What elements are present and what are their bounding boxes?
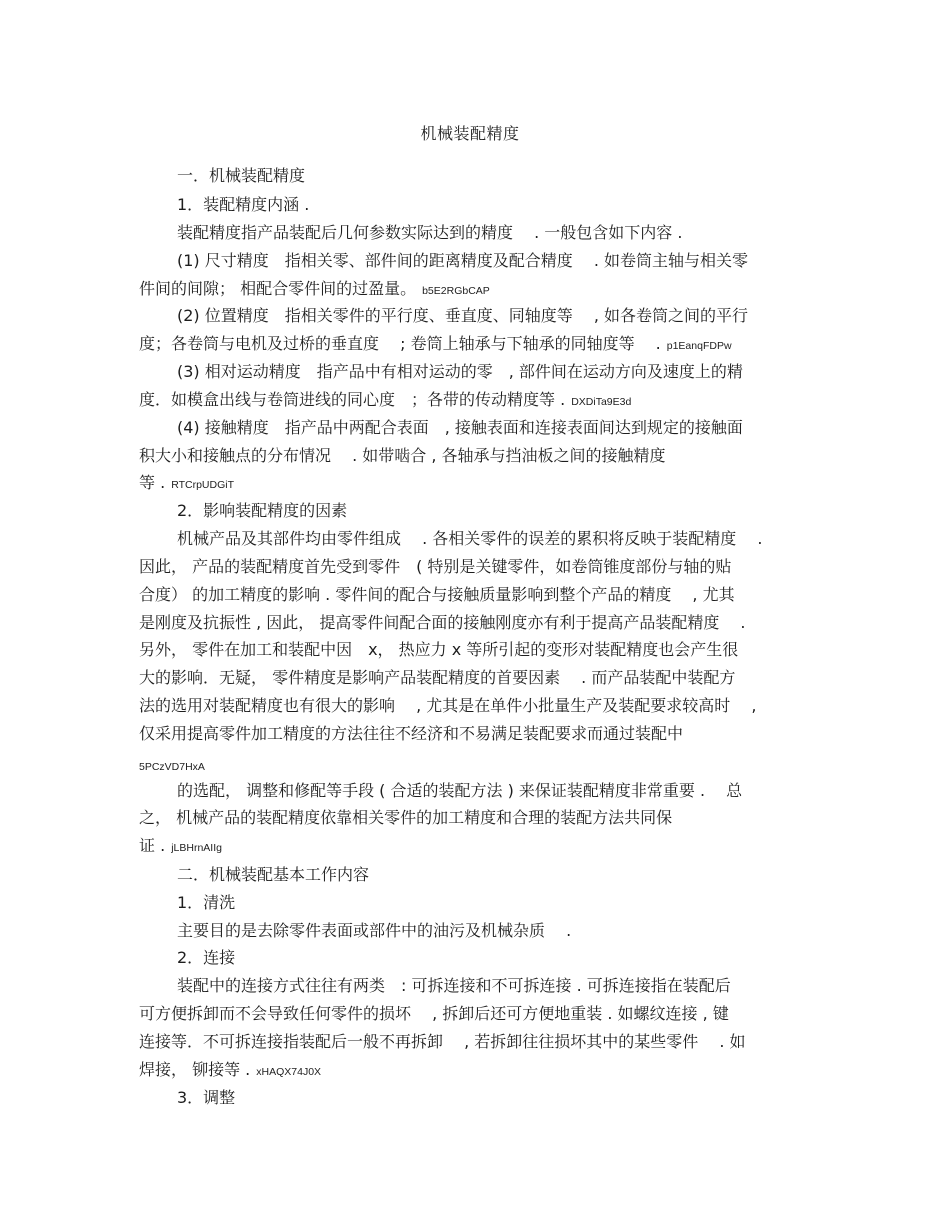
subsection-heading: 1．装配精度内涵 . — [177, 195, 310, 214]
watermark-code: jLBHrnAIIg — [171, 842, 222, 854]
paragraph-line: 连接等．不可拆连接指装配后一般不再拆卸 , 若拆卸往往损坏其中的某些零件 . 如 — [139, 1032, 746, 1051]
paragraph-line: 装配中的连接方式往往有两类 : 可拆连接和不可拆连接 . 可拆连接指在装配后 — [177, 976, 731, 995]
paragraph-line: 因此， 产品的装配精度首先受到零件 ( 特别是关键零件，如卷筒锥度部份与轴的贴 — [139, 557, 732, 576]
subsection-heading: 2．连接 — [177, 948, 236, 967]
paragraph-line: (3) 相对运动精度 指产品中有相对运动的零 , 部件间在运动方向及速度上的精 — [177, 362, 743, 381]
paragraph-line: 是刚度及抗振性 , 因此， 提高零件间配合面的接触刚度亦有利于提高产品装配精度 . — [139, 613, 746, 632]
paragraph-line: 可方便拆卸而不会导致任何零件的损坏 , 拆卸后还可方便地重装 . 如螺纹连接 , 键 — [139, 1004, 729, 1023]
paragraph-line: 法的选用对装配精度也有很大的影响 , 尤其是在单件小批量生产及装配要求较高时 , — [139, 696, 757, 715]
watermark-code: xHAQX74J0X — [256, 1066, 322, 1078]
paragraph-line: 装配精度指产品装配后几何参数实际达到的精度 . 一般包含如下内容 . — [177, 223, 683, 242]
paragraph-line: 等 . RTCrpUDGiT — [139, 473, 234, 492]
watermark-code: RTCrpUDGiT — [171, 479, 234, 491]
paragraph-line: (2) 位置精度 指相关零件的平行度、垂直度、同轴度等 , 如各卷筒之间的平行 — [177, 306, 749, 325]
subsection-heading: 3．调整 — [177, 1088, 236, 1107]
watermark-code: 5PCzVD7HxA — [139, 761, 205, 773]
watermark-code: p1EanqFDPw — [666, 340, 732, 352]
paragraph-line: 机械产品及其部件均由零件组成 . 各相关零件的误差的累积将反映于装配精度 . — [177, 529, 763, 548]
paragraph-line: 之， 机械产品的装配精度依靠相关零件的加工精度和合理的装配方法共同保 — [139, 808, 673, 827]
paragraph-line: 合度） 的加工精度的影响 . 零件间的配合与接触质量影响到整个产品的精度 , 尤其 — [139, 585, 735, 604]
watermark-code: DXDiTa9E3d — [571, 396, 632, 408]
paragraph-line: 积大小和接触点的分布情况 . 如带啮合 , 各轴承与挡油板之间的接触精度 — [139, 446, 666, 465]
section-heading-1: 一．机械装配精度 — [177, 166, 306, 185]
paragraph-line: (1) 尺寸精度 指相关零、部件间的距离精度及配合精度 . 如卷筒主轴与相关零 — [177, 251, 749, 270]
paragraph-line: 证 . jLBHrnAIIg — [139, 836, 222, 855]
subsection-heading: 2．影响装配精度的因素 — [177, 501, 348, 520]
section-heading-2: 二．机械装配基本工作内容 — [177, 865, 370, 884]
paragraph-line: 另外， 零件在加工和装配中因 x， 热应力 x 等所引起的变形对装配精度也会产生很 — [139, 640, 739, 659]
paragraph-line: 仅采用提高零件加工精度的方法往往不经济和不易满足装配要求而通过装配中 — [139, 724, 684, 743]
paragraph-line: (4) 接触精度 指产品中两配合表面 , 接触表面和连接表面间达到规定的接触面 — [177, 418, 743, 437]
watermark-code: b5E2RGbCAP — [422, 285, 490, 297]
subsection-heading: 1．清洗 — [177, 893, 236, 912]
paragraph-line: 主要目的是去除零件表面或部件中的油污及机械杂质 . — [177, 921, 572, 940]
paragraph-line: 度．如模盒出线与卷筒进线的同心度 ；各带的传动精度等 . DXDiTa9E3d — [139, 390, 632, 409]
paragraph-line: 件间的间隙； 相配合零件间的过盈量。 b5E2RGbCAP — [139, 279, 490, 298]
document-title: 机械装配精度 — [420, 124, 520, 143]
paragraph-line: 焊接， 铆接等 . xHAQX74J0X — [139, 1060, 322, 1079]
paragraph-line: 的选配， 调整和修配等手段 ( 合适的装配方法 ) 来保证装配精度非常重要 . 总 — [177, 781, 743, 800]
paragraph-line: 度；各卷筒与电机及过桥的垂直度 ; 卷筒上轴承与下轴承的同轴度等 . p1EanqFDPw — [139, 334, 732, 353]
paragraph-line: 大的影响．无疑， 零件精度是影响产品装配精度的首要因素 . 而产品装配中装配方 — [139, 668, 736, 687]
